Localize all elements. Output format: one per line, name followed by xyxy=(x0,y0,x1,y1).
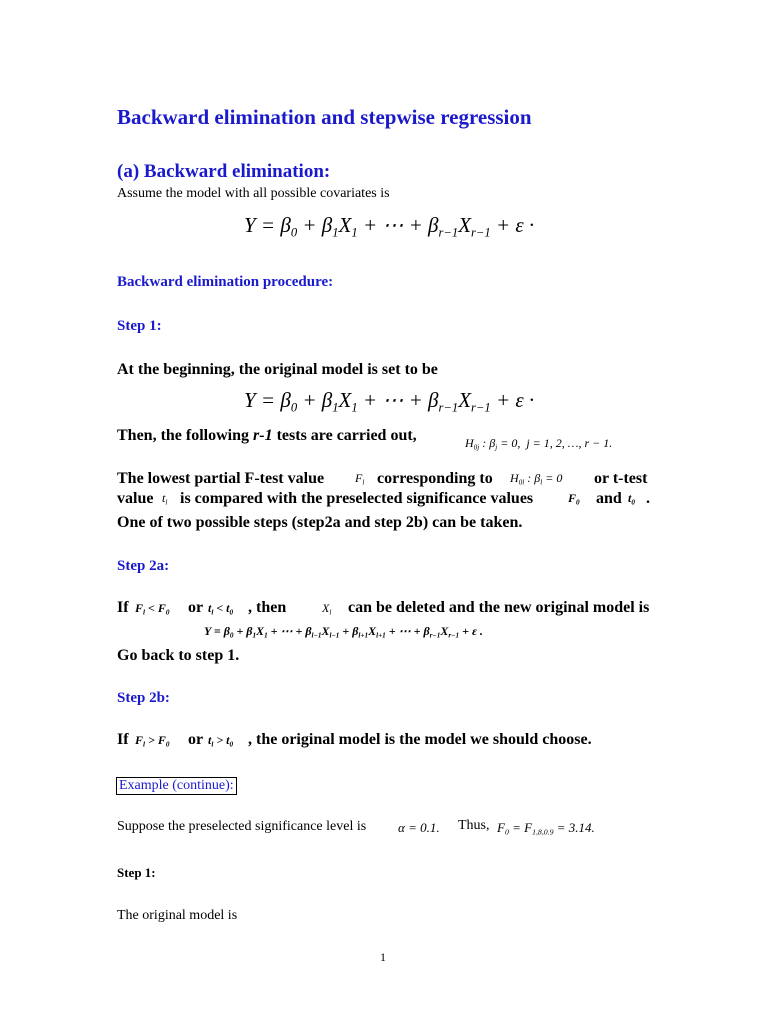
example-step1: Step 1: xyxy=(117,865,156,880)
orig-model-text: The original model is xyxy=(117,908,238,923)
x-l-symbol: $X_l$ xyxy=(322,601,332,617)
lowest-c: or t-test xyxy=(594,470,648,487)
go-back: Go back to step 1. xyxy=(117,647,240,664)
t-l-symbol: $t_l$ xyxy=(162,491,168,507)
step2b-rest: , the original model is the model we should choose. xyxy=(248,731,592,748)
full-model-equation: $Y = \beta_0 + \beta_1X_1$ + ⋯ + $\beta_{r-1}X_{r-1} + \varepsilon$ · xyxy=(244,213,535,240)
alpha-equation: α = 0.1. xyxy=(398,820,440,835)
value-end: . xyxy=(646,490,650,507)
suppose-text: Suppose the preselected significance level is xyxy=(117,819,367,834)
page-number: 1 xyxy=(380,950,386,964)
procedure-heading: Backward elimination procedure: xyxy=(117,274,334,290)
step2a-then: , then xyxy=(248,599,287,616)
lowest-a: The lowest partial F-test value xyxy=(117,470,325,487)
t0-symbol: $t_0$ xyxy=(628,491,635,507)
step2a-heading: Step 2a: xyxy=(117,558,170,574)
f0-value-equation: $F_0 = F_{1,8,0.9} = 3.14$. xyxy=(497,820,595,837)
then-prefix: Then, the following xyxy=(117,427,254,444)
then-suffix: tests are carried out, xyxy=(272,427,417,444)
step2b-f-cond: $F_l > F_0$ xyxy=(135,733,170,749)
original-model-equation: $Y = \beta_0 + \beta_1X_1$ + ⋯ + $\beta_{r-1}X_{r-1} + \varepsilon$ · xyxy=(244,388,535,415)
step2b-heading: Step 2b: xyxy=(117,690,170,706)
lowest-b: corresponding to xyxy=(377,470,493,487)
f0-symbol: $F_0$ xyxy=(568,491,580,507)
then-r1: r-1 xyxy=(253,427,273,444)
section-a-heading: (a) Backward elimination: xyxy=(117,161,331,182)
example-label: Example (continue): xyxy=(116,777,237,795)
step1-text: At the beginning, the original model is set to be xyxy=(117,361,438,378)
reduced-model-equation: $Y = \beta_0 + \beta_1X_1$ + ⋯ + $\beta_{l-1}X_{l-1} + \beta_{l+1}X_{l+1}$ + ⋯ + $\beta_{r-1}X_{r-1} + \varepsilon$ . xyxy=(204,624,483,640)
hypothesis-equation: $H_{0j}$ : $\beta_j = 0$, j = 1, 2, …, r − 1. xyxy=(465,436,613,452)
step2a-f-cond: $F_l < F_0$ xyxy=(135,601,170,617)
h0l-equation: $H_{0l}$ : $\beta_l = 0$ xyxy=(510,471,563,487)
value-and: and xyxy=(596,490,622,507)
then-line xyxy=(117,428,417,444)
step2a-if: If xyxy=(117,599,129,616)
step2a-t-cond: $t_l < t_0$ xyxy=(208,601,234,617)
assume-text: Assume the model with all possible covariates is xyxy=(117,186,390,201)
value-a: value xyxy=(117,490,154,507)
thus-text: Thus, xyxy=(458,818,490,833)
step2a-rest: can be deleted and the new original model is xyxy=(348,599,650,616)
step2a-or: or xyxy=(188,599,204,616)
step1-heading: Step 1: xyxy=(117,318,162,334)
value-b: is compared with the preselected significance values xyxy=(180,490,534,507)
f-l-symbol: $F_l$ xyxy=(355,471,365,487)
page-title: Backward elimination and stepwise regression xyxy=(117,105,532,129)
step2b-if: If xyxy=(117,731,129,748)
step2b-or: or xyxy=(188,731,204,748)
one-of-two: One of two possible steps (step2a and step 2b) can be taken. xyxy=(117,514,523,531)
step2b-t-cond: $t_l > t_0$ xyxy=(208,733,234,749)
